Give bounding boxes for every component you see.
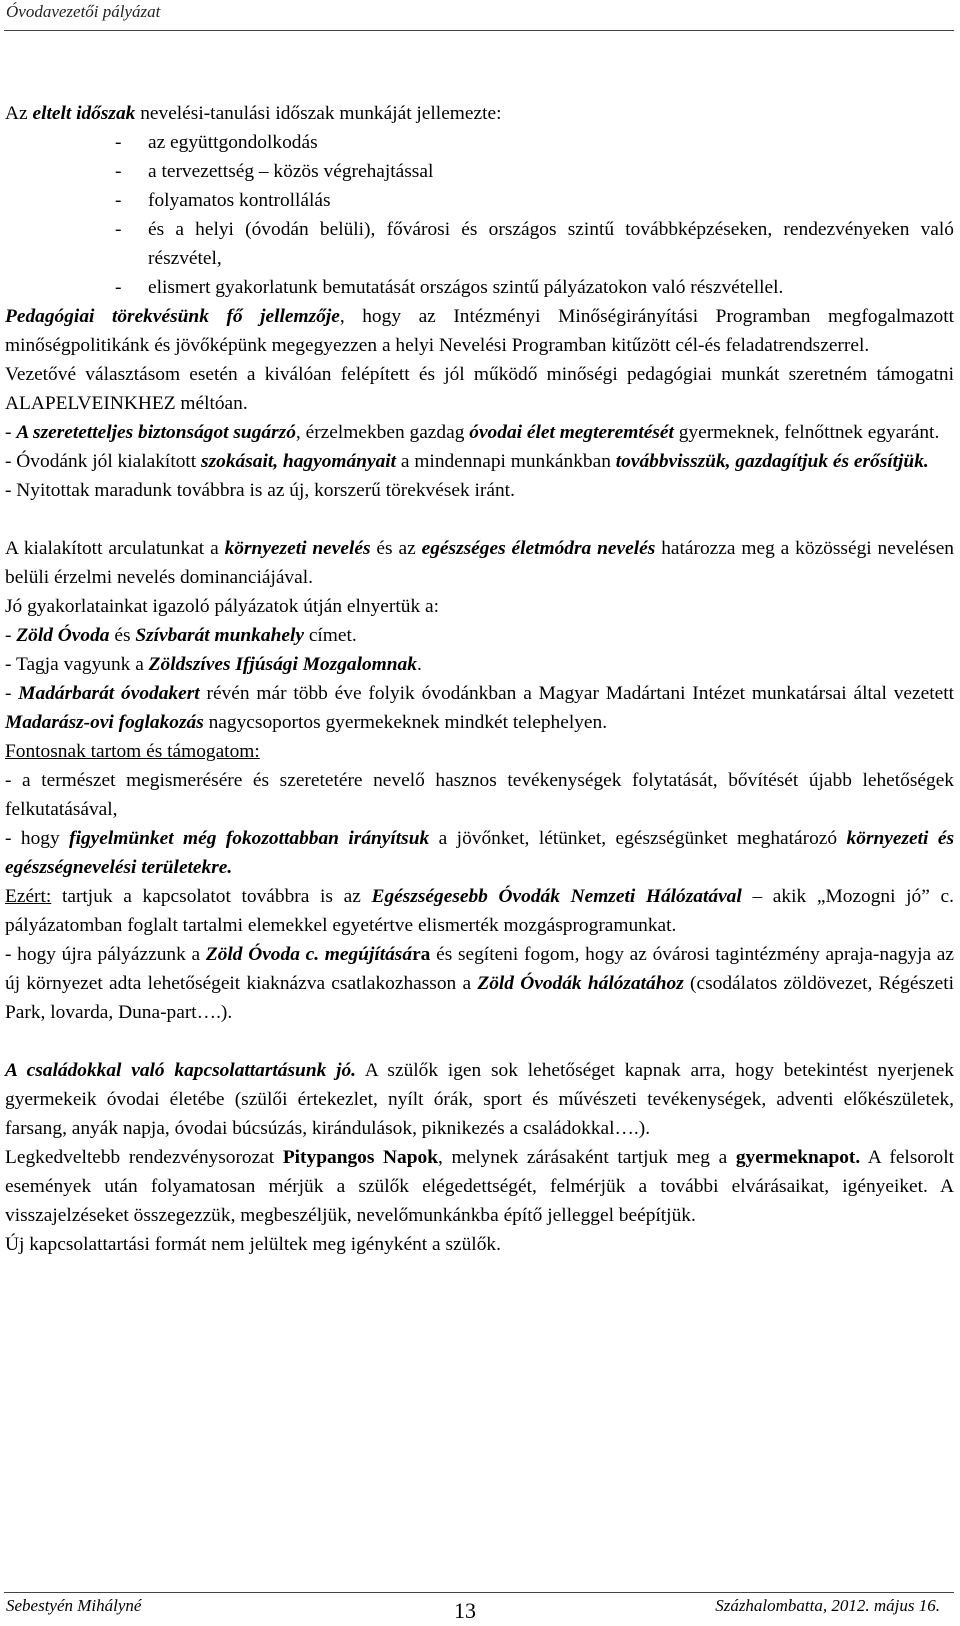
emphasis: Pedagógiai törekvésünk fő jellemzője — [5, 306, 340, 327]
paragraph-membership: - Tagja vagyunk a Zöldszíves Ifjúsági Mozgalomnak. — [5, 654, 422, 675]
spacer — [5, 505, 954, 534]
header-divider — [4, 30, 954, 31]
paragraph-network: Ezért: tartjuk a kapcsolatot továbbra is az Egészségesebb Óvodák Nemzeti Hálózatával – akik „Mozogni jó” c. pályázatomban foglalt tartalmi elemekkel egyetértve elismerték mozgásprogramunkat. — [5, 886, 954, 936]
list-item: - és a helyi (óvodán belüli), fővárosi és országos szintű továbbképzéseken, rendezvényeken való részvétel, — [115, 219, 954, 269]
paragraph-attention: - hogy figyelmünket még fokozottabban irányítsuk a jövőnket, létünket, egészségünket meghatározó környezeti és egészségnevelési területekre. — [5, 828, 954, 878]
paragraph-families: A családokkal való kapcsolattartásunk jó. A szülők igen sok lehetőséget kapnak arra, hogy betekintést nyerjenek gyermekeik óvodai életébe (szülői értekezlet, nyílt órák, sport és művészeti tevékenységek, adventi előkészületek, farsang, anyák napja, óvodai búcsúzás, kirándulások, piknikezés a családokkal….). — [5, 1060, 955, 1139]
paragraph-bullet-openness: - Nyitottak maradunk továbbra is az új, korszerű törekvések iránt. — [5, 480, 515, 501]
spacer — [5, 1027, 954, 1056]
paragraph-bullet-security: - A szeretetteljes biztonságot sugárzó, érzelmekben gazdag óvodai élet megteremtését gyermeknek, felnőttnek egyaránt. — [5, 422, 940, 443]
paragraph-awards: - Zöld Óvoda és Szívbarát munkahely címet. — [5, 625, 357, 646]
paragraph-green-kindergarten: - hogy újra pályázzunk a Zöld Óvoda c. megújítására és segíteni fogom, hogy az óvárosi tagintézmény apraja-nagyja az új környezet adta lehetőségeit kiaknázva csatlakozhasson a Zöld Óvodák hálózatához (csodálatos zöldövezet, Régészeti Park, lovarda, Duna-part….). — [5, 944, 954, 1023]
paragraph-new-forms: Új kapcsolattartási formát nem jelültek meg igényként a szülők. — [5, 1234, 501, 1255]
paragraph-profile: A kialakított arculatunkat a környezeti nevelés és az egészséges életmódra nevelés határozza meg a közösségi nevelésen belüli érzelmi nevelés dominanciájával. — [5, 538, 954, 588]
paragraph-events: Legkedveltebb rendezvénysorozat Pitypangos Napok, melynek zárásaként tartjuk meg a gyermeknapot. A felsorolt események után folyamatosan mérjük a szülők elégedettségét, felmérjük a további elvárásaikat, igényeiket. A visszajelzéseket összegezzük, megbeszéljük, nevelőmunkánkba építő jelleggel beépítjük. — [5, 1147, 954, 1226]
list-item: - elismert gyakorlatunk bemutatását országos szintű pályázatokon való részvétellel. — [115, 277, 784, 298]
footer-place-date: Százhalombatta, 2012. május 16. — [715, 1596, 940, 1615]
paragraph-bullet-traditions: - Óvodánk jól kialakított szokásait, hagyományait a mindennapi munkánkban továbbvisszük, gazdagítjuk és erősítjük. — [5, 451, 929, 472]
list-item: - folyamatos kontrollálás — [115, 190, 331, 211]
period-intro — [5, 99, 954, 128]
page-footer — [4, 1592, 954, 1626]
document-body — [5, 99, 954, 1259]
paragraph-bird-garden: - Madárbarát óvodakert révén már több éve folyik óvodánkban a Magyar Madártani Intézet munkatársai által vezetett Madarász-ovi foglakozás nagycsoportos gyermekeknek mindkét telephelyen. — [5, 683, 954, 733]
list-item: - a tervezettség – közös végrehajtással — [115, 161, 434, 182]
paragraph-pedagogical-goals: Pedagógiai törekvésünk fő jellemzője, hogy az Intézményi Minőségirányítási Programban megfogalmazott minőségpolitikánk és jövőképünk megegyezzen a helyi Nevelési Programban kitűzött cél-és feladatrendszerrel. — [5, 306, 954, 356]
paragraph-nature: - a természet megismerésére és szeretetére nevelő hasznos tevékenységek folytatását, bővítését újabb lehetőségek felkutatásával, — [5, 770, 954, 820]
paragraph-priorities-heading: Fontosnak tartom és támogatom: — [5, 741, 260, 762]
footer-divider — [4, 1592, 954, 1593]
page-number: 13 — [454, 1598, 476, 1623]
paragraph-leadership: Vezetővé választásom esetén a kiválóan felépített és jól működő minőségi pedagógiai munkát szeretném támogatni ALAPELVEINKHEZ méltóan. — [5, 364, 954, 414]
paragraph-awards-intro: Jó gyakorlatainkat igazoló pályázatok útján elnyertük a: — [5, 596, 439, 617]
intro-text: Az — [5, 103, 33, 124]
intro-text-rest: nevelési-tanulási időszak munkáját jellemezte: — [135, 103, 502, 124]
intro-emphasis: eltelt időszak — [32, 103, 136, 124]
list-item: - az együttgondolkodás — [115, 132, 318, 153]
footer-author: Sebestyén Mihályné — [6, 1596, 142, 1615]
page-header: Óvodavezetői pályázat — [6, 2, 161, 21]
